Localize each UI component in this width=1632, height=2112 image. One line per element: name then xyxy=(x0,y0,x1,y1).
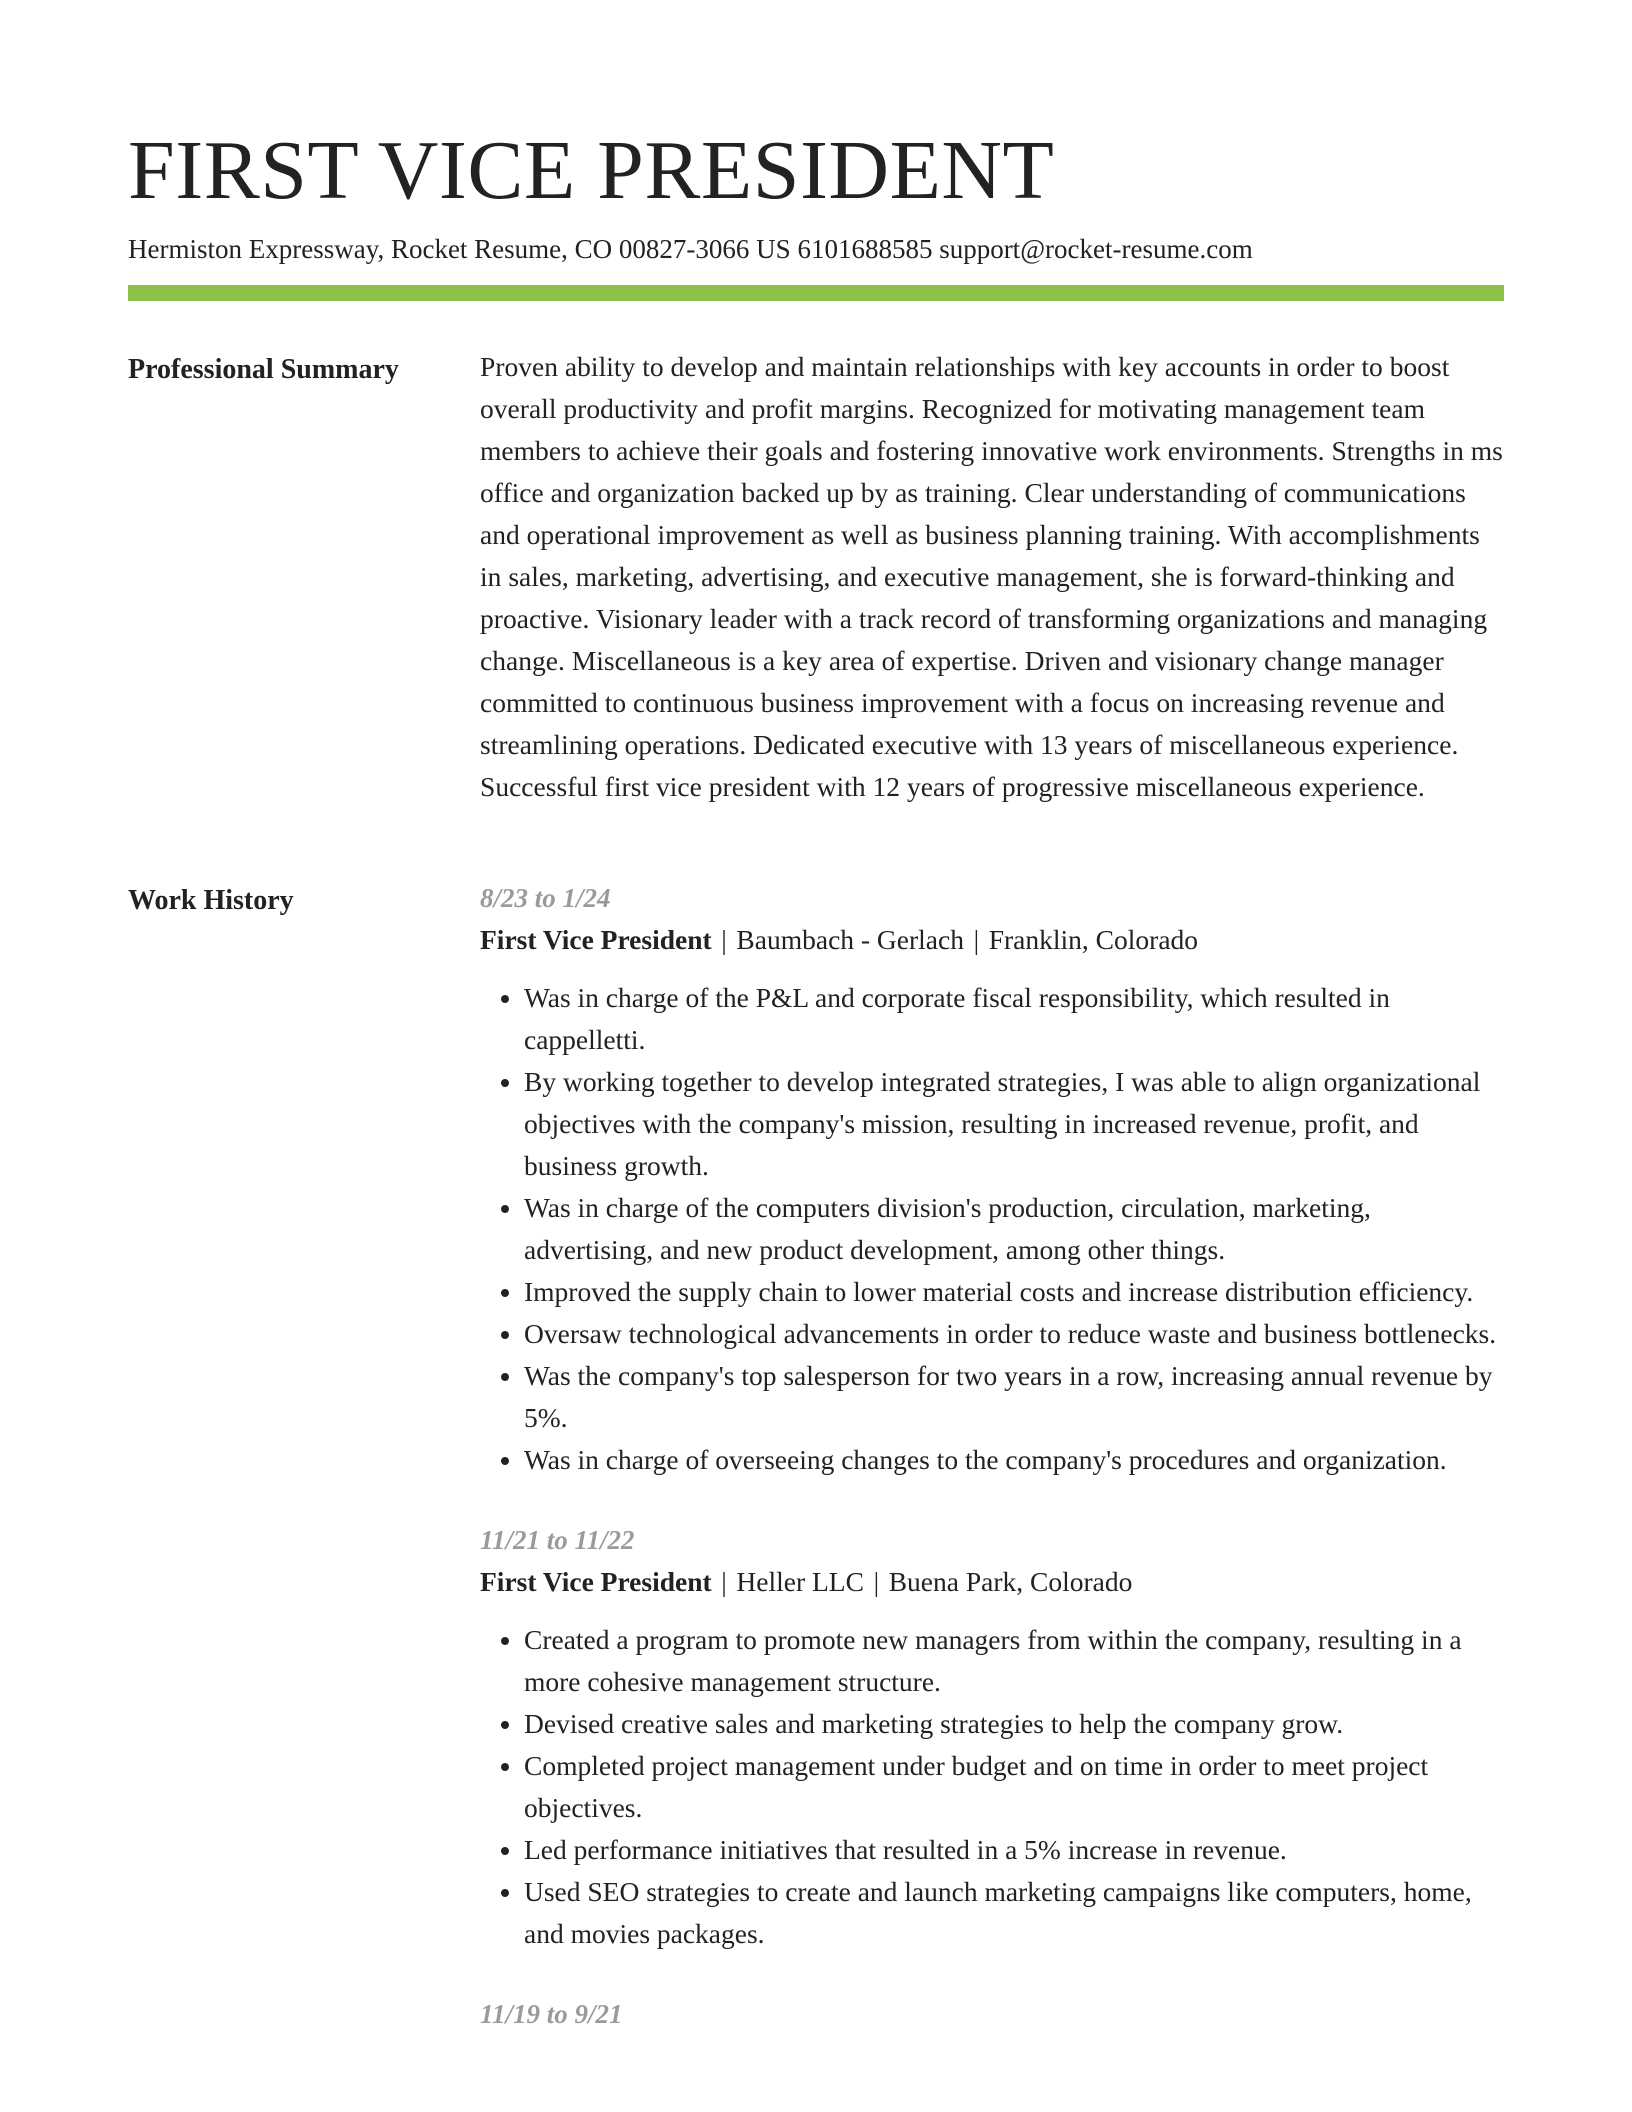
job-heading xyxy=(480,1561,1504,1603)
job-bullet: • Was the company's top salesperson for two years in a row, increasing annual revenue by 5%. xyxy=(524,1355,1504,1439)
job-bullet: • Led performance initiatives that resulted in a 5% increase in revenue. xyxy=(524,1829,1504,1871)
heading-separator: | xyxy=(721,1566,727,1597)
job-bullet-list xyxy=(480,1619,1504,1955)
job-bullet: • Devised creative sales and marketing strategies to help the company grow. xyxy=(524,1703,1504,1745)
candidate-name: FIRST VICE PRESIDENT xyxy=(128,124,1055,217)
job-company: Baumbach - Gerlach xyxy=(736,924,964,955)
job-dates: 8/23 to 1/24 xyxy=(480,883,611,913)
job-location: Buena Park, Colorado xyxy=(888,1566,1133,1597)
job-entry xyxy=(480,1993,1504,2035)
job-bullet: • Was in charge of overseeing changes to the company's procedures and organization. xyxy=(524,1439,1504,1481)
job-entry xyxy=(480,877,1504,1481)
summary-text: Proven ability to develop and maintain relationships with key accounts in order to boost overall productivity and profit margins. Recognized for motivating management team members to achieve their goals and fostering innovative work environments. Strengths in ms office and organization backed up by as training. Clear understanding of communications and operational improvement as well as business planning training. With accomplishments in sales, marketing, advertising, and executive management, she is forward-thinking and proactive. Visionary leader with a track record of transforming organizations and managing change. Miscellaneous is a key area of expertise. Driven and visionary change manager committed to continuous business improvement with a focus on increasing revenue and streamlining operations. Dedicated executive with 13 years of miscellaneous experience. Successful first vice president with 12 years of progressive miscellaneous experience. xyxy=(480,351,1503,802)
header-divider xyxy=(128,285,1504,301)
job-bullet: • By working together to develop integrated strategies, I was able to align organizational objectives with the company's mission, resulting in increased revenue, profit, and business growth. xyxy=(524,1061,1504,1187)
job-bullet-list xyxy=(480,977,1504,1481)
job-bullet: • Improved the supply chain to lower material costs and increase distribution efficiency. xyxy=(524,1271,1504,1313)
job-heading xyxy=(480,919,1504,961)
job-location: Franklin, Colorado xyxy=(988,924,1199,955)
contact-address: Hermiston Expressway, Rocket Resume, CO 00827-3066 US xyxy=(128,234,791,264)
job-bullet: • Was in charge of the P&L and corporate fiscal responsibility, which resulted in cappelletti. xyxy=(524,977,1504,1061)
contact-line xyxy=(128,231,1253,267)
job-bullet: • Used SEO strategies to create and launch marketing campaigns like computers, home, and movies packages. xyxy=(524,1871,1504,1955)
job-title: First Vice President xyxy=(480,1566,712,1597)
job-dates: 11/19 to 9/21 xyxy=(480,1999,623,2029)
job-bullet: • Created a program to promote new managers from within the company, resulting in a more cohesive management structure. xyxy=(524,1619,1504,1703)
heading-separator: | xyxy=(973,924,980,955)
contact-phone: 6101688585 xyxy=(797,234,933,264)
contact-email: support@rocket-resume.com xyxy=(939,234,1253,264)
job-entry xyxy=(480,1519,1504,1955)
job-bullet: • Oversaw technological advancements in order to reduce waste and business bottlenecks. xyxy=(524,1313,1504,1355)
job-title: First Vice President xyxy=(480,924,712,955)
summary-section xyxy=(480,346,1504,808)
work-history-label: Work History xyxy=(128,885,294,916)
job-bullet: • Was in charge of the computers division's production, circulation, marketing, advertising, and new product development, among other things. xyxy=(524,1187,1504,1271)
heading-separator: | xyxy=(721,924,727,955)
job-dates: 11/21 to 11/22 xyxy=(480,1525,635,1555)
work-history-section xyxy=(480,877,1504,2073)
job-bullet: • Completed project management under budget and on time in order to meet project objectives. xyxy=(524,1745,1504,1829)
job-company: Heller LLC xyxy=(736,1566,864,1597)
summary-label: Professional Summary xyxy=(128,354,399,385)
heading-separator: | xyxy=(873,1566,880,1597)
